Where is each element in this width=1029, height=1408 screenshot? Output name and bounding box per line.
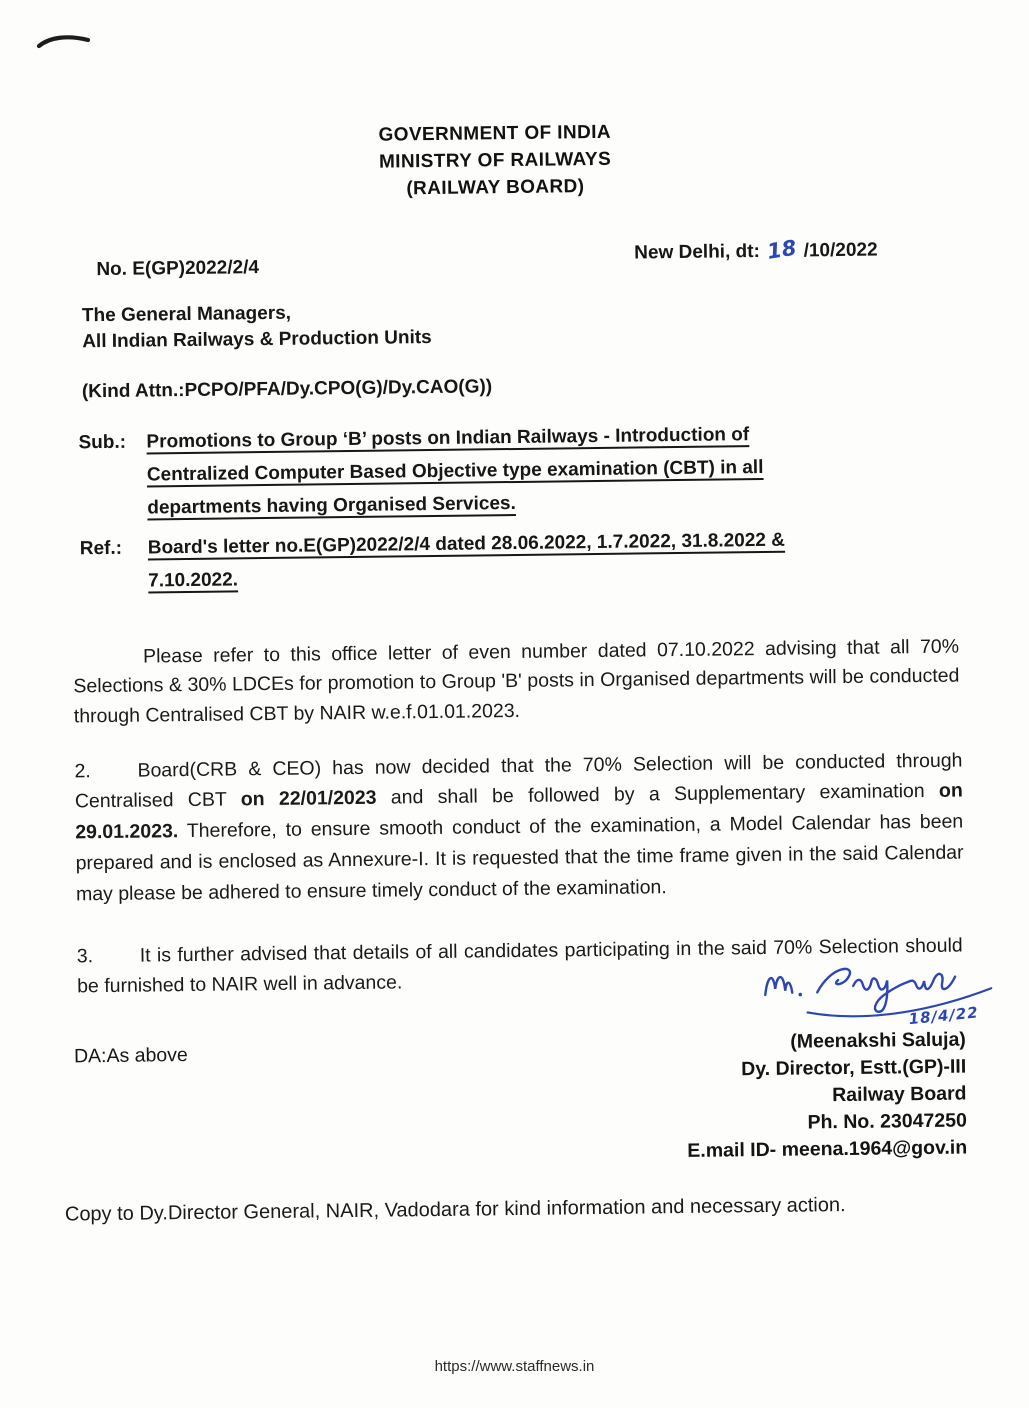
subject-line: departments having Organised Services. <box>147 492 516 519</box>
place-date-prefix: New Delhi, dt: <box>634 240 760 264</box>
signatory-block <box>546 1027 968 1167</box>
enclosure-note: DA:As above <box>73 1044 188 1068</box>
letterhead <box>0 114 996 207</box>
subject-block <box>78 417 879 526</box>
exam-date-1: on 22/01/2023 <box>240 787 377 811</box>
letterhead-org: GOVERNMENT OF INDIA <box>378 121 612 146</box>
exam-date-2: on 29.01.2023. <box>75 779 963 844</box>
subject-label: Sub.: <box>78 431 127 454</box>
letterhead-board: (RAILWAY BOARD) <box>406 176 585 200</box>
paragraph-text: It is further advised that details of all candidates participating in the said 70% Selection should be furnished to NAIR well in advance. <box>76 934 963 997</box>
reference-label: Ref.: <box>79 537 123 560</box>
body-paragraph-2 <box>74 745 964 910</box>
paragraph-text: Board(CRB & CEO) has now decided that the 70% Selection will be conducted through Centralised CBT <box>74 749 963 813</box>
reference-text <box>148 524 786 598</box>
body-paragraph-1: Please refer to this office letter of even number dated 07.10.2022 advising that all 70% Selections & 30% LDCEs for promotion to Group 'B' posts in Organised departments will be conducted through Centralised CBT by NAIR w.e.f.01.01.2023. <box>73 635 960 727</box>
subject-line: Promotions to Group ‘B’ posts on Indian Railways - Introduction of <box>146 424 750 453</box>
reference-line: Board's letter no.E(GP)2022/2/4 dated 28.06.2022, 1.7.2022, 31.8.2022 & <box>147 529 786 559</box>
paragraph-text: Therefore, to ensure smooth conduct of the examination, a Model Calendar has been prepared and is enclosed as Annexure-I. It is requested that the time frame given in the said Calendar may please be adhered to ensure timely conduct of the examination. <box>75 810 964 906</box>
paragraph-number: 2. <box>74 759 91 782</box>
paragraph-number: 3. <box>76 944 94 967</box>
signatory-office: Railway Board <box>831 1082 967 1107</box>
handwritten-sign-date: 18/4/22 <box>907 1003 980 1029</box>
addressee-line2: All Indian Railways & Production Units <box>82 326 432 353</box>
reference-line: 7.10.2022. <box>148 569 239 592</box>
source-url: https://www.staffnews.in <box>434 1358 595 1375</box>
subject-text <box>146 418 764 525</box>
handwritten-signature <box>755 954 998 1037</box>
subject-line: Centralized Computer Based Objective type examination (CBT) in all <box>146 456 764 486</box>
letter-ref-number: No. E(GP)2022/2/4 <box>96 257 260 281</box>
addressee-line1: The General Managers, <box>81 302 292 327</box>
signatory-name: (Meenakshi Saluja) <box>790 1028 966 1053</box>
signatory-phone: Ph. No. 23047250 <box>807 1109 967 1134</box>
paragraph-text: and shall be followed by a Supplementary examination <box>376 780 940 809</box>
kind-attention-line: (Kind Attn.:PCPO/PFA/Dy.CPO(G)/Dy.CAO(G)) <box>81 376 493 403</box>
copy-forward-note: Copy to Dy.Director General, NAIR, Vadodara for kind information and necessary action. <box>64 1194 846 1226</box>
place-date-line <box>634 237 878 265</box>
signatory-email: E.mail ID- meena.1964@gov.in <box>687 1136 968 1162</box>
date-rest: /10/2022 <box>803 239 878 262</box>
letterhead-ministry: MINISTRY OF RAILWAYS <box>378 148 612 173</box>
reference-block <box>80 522 901 598</box>
addressee-block <box>82 299 432 355</box>
signatory-designation: Dy. Director, Estt.(GP)-III <box>741 1055 967 1081</box>
handwritten-day: 18 <box>765 235 798 264</box>
